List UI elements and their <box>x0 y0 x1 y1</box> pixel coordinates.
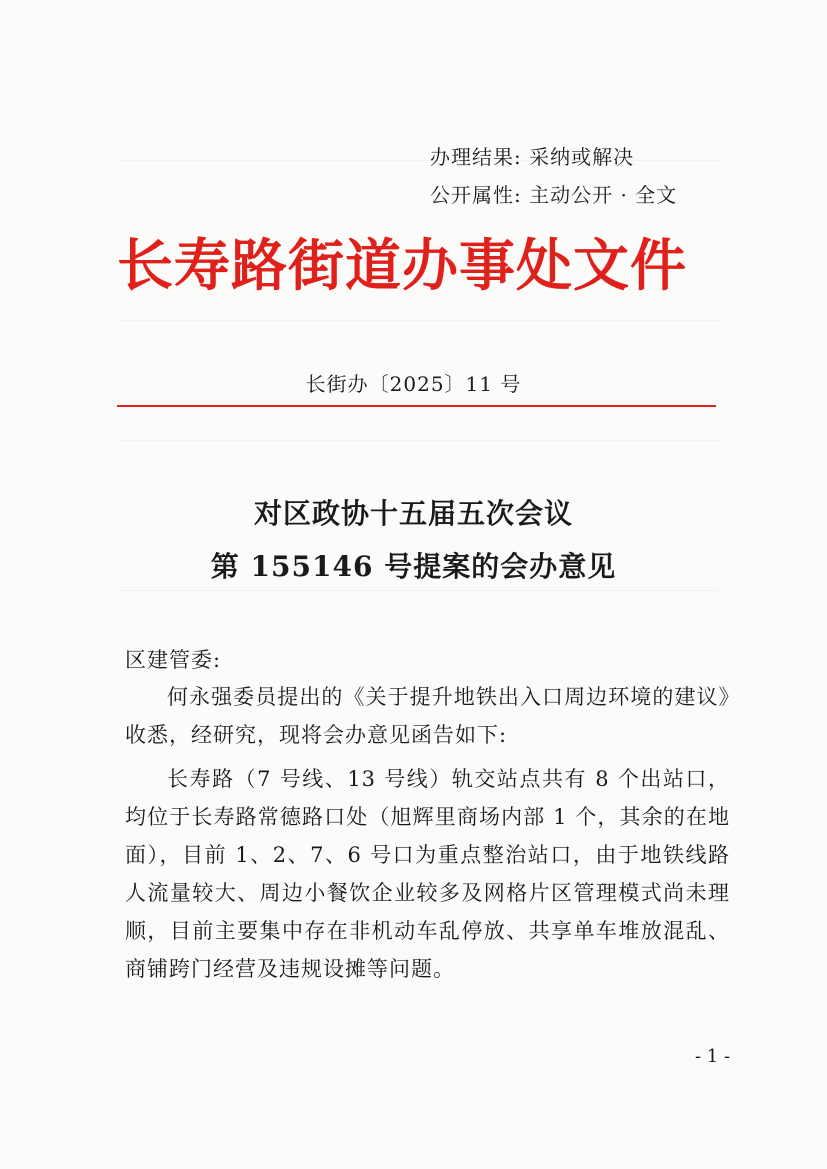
disclosure-attribute: 公开属性: 主动公开 · 全文 <box>430 183 678 207</box>
body-paragraph: 长寿路（7 号线、13 号线）轨交站点共有 8 个出站口，均位于长寿路常德路口处（旭辉里商场内部 1 个，其余的在地面），目前 1、2、7、6 号口为重点整治站口，由于地铁线路人流量较大、周边小餐饮企业较多及网格片区管理模式尚未理顺，目前主要集中存在非机动车乱停放、共享单车堆放混乱、商铺跨门经营及违规设摊等问题。 <box>125 767 730 981</box>
page-number: - 1 - <box>695 1046 731 1067</box>
recipient: 区建管委: <box>125 648 222 672</box>
bleed-through-line <box>118 590 718 591</box>
red-divider-line <box>117 405 716 407</box>
document-header-title: 长寿路街道办事处文件 <box>117 234 687 299</box>
document-number: 长街办〔2025〕11 号 <box>305 372 522 396</box>
handling-result: 办理结果: 采纳或解决 <box>430 145 635 169</box>
body-paragraph: 何永强委员提出的《关于提升地铁出入口周边环境的建议》收悉，经研究，现将会办意见函告如下: <box>125 685 730 747</box>
bleed-through-line <box>118 320 718 321</box>
bleed-through-line <box>118 440 718 441</box>
subject-title-line-1: 对区政协十五届五次会议 <box>253 497 573 530</box>
subject-title-line-2: 第 155146 号提案的会办意见 <box>210 550 617 583</box>
